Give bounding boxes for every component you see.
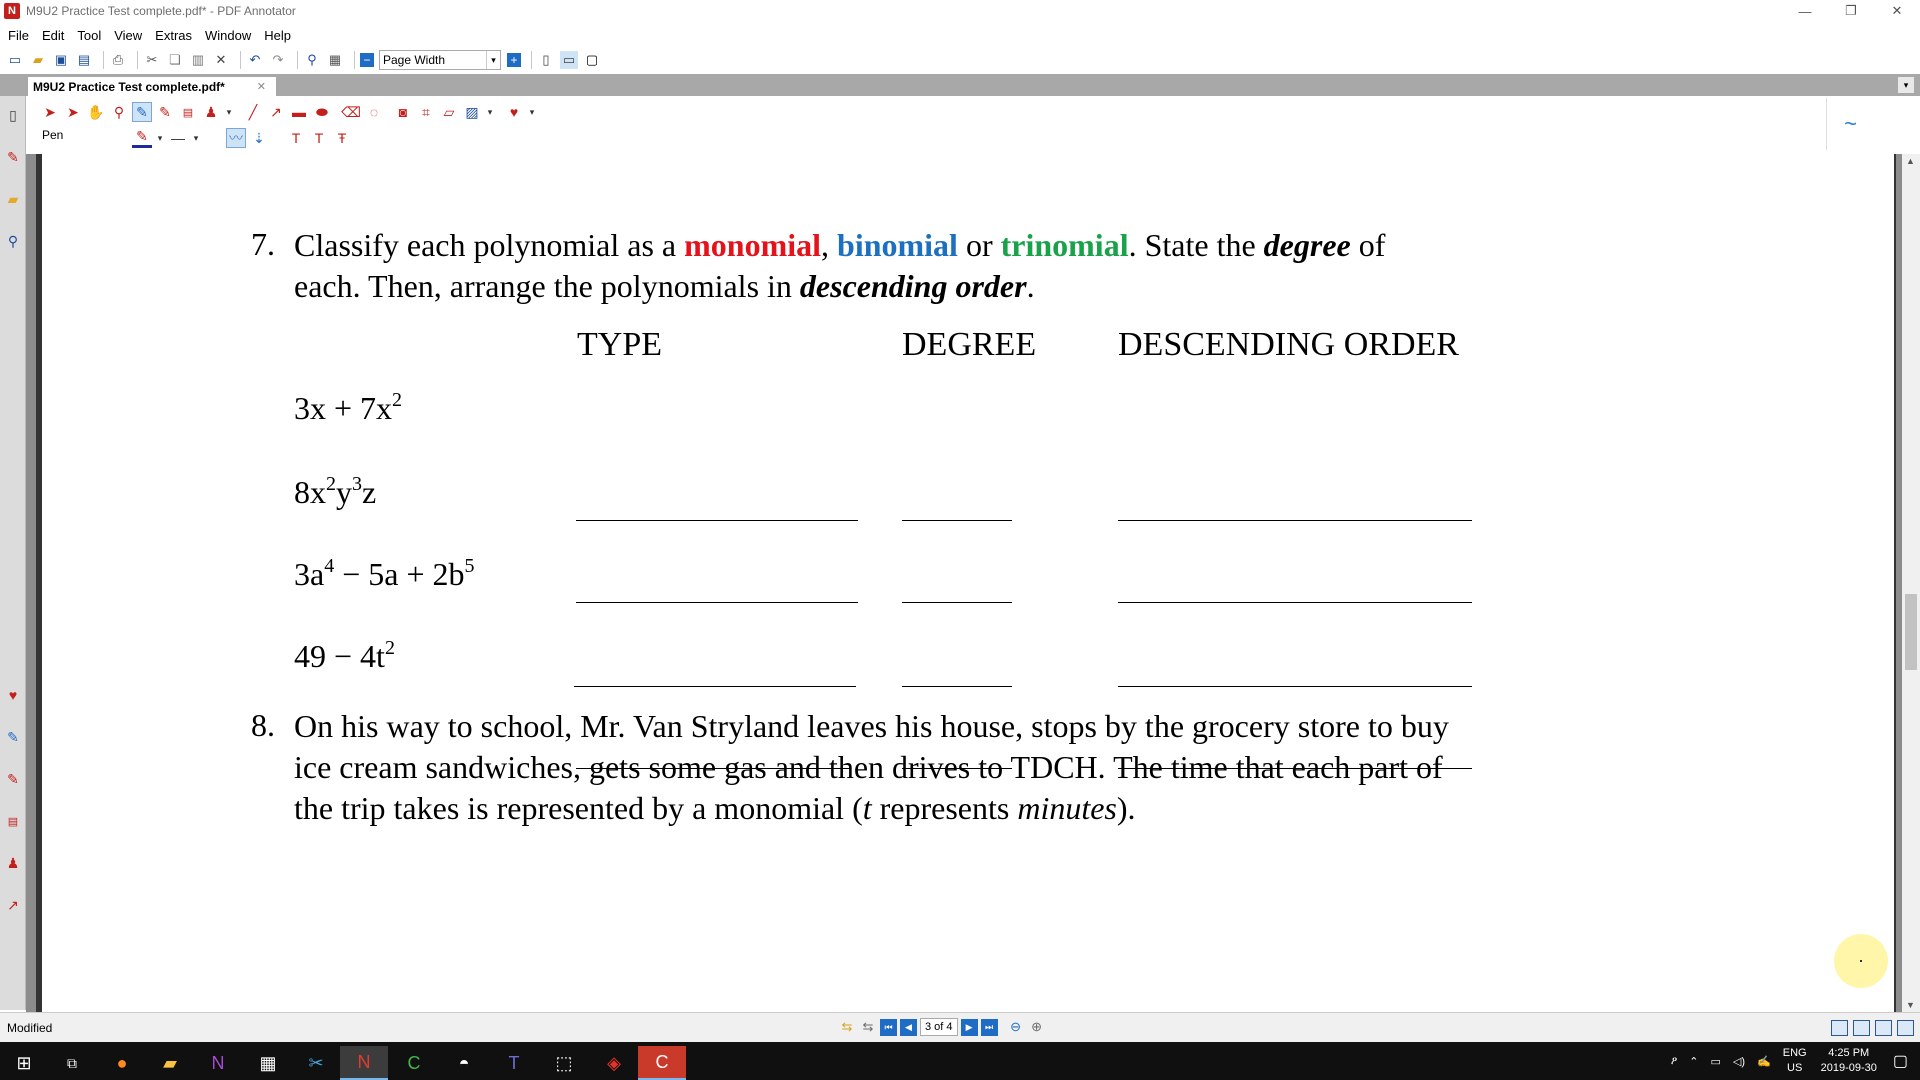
status-bar (0, 1012, 1920, 1042)
poly-exponent: 3 (352, 473, 362, 495)
minutes-term: minutes (1017, 790, 1117, 826)
polynomial-3 (294, 556, 475, 593)
firefox-icon[interactable]: ● (116, 1052, 128, 1073)
zoom-select-value: Page Width (383, 53, 446, 67)
question-8-text (294, 706, 1674, 829)
toolbar-divider (137, 51, 138, 69)
snipping-tool-icon[interactable]: ✂ (308, 1052, 324, 1073)
forward-icon[interactable]: ⊕ (1031, 1019, 1042, 1034)
find-binoculars-icon[interactable]: ⚲ (307, 52, 317, 67)
type-blank-3[interactable] (574, 686, 856, 687)
camtasia-icon[interactable]: C (407, 1052, 421, 1073)
line-width-dropdown-icon[interactable]: ▾ (193, 132, 199, 143)
two-page-view-icon[interactable] (1875, 1020, 1892, 1036)
rectangle-icon[interactable]: ▬ (292, 104, 306, 120)
descending-order-term: descending order (799, 268, 1027, 304)
pdf-annotator-logo-icon: N (4, 3, 20, 19)
poly-term: y (336, 474, 352, 510)
whiteboard-icon[interactable]: ⬚ (555, 1052, 573, 1073)
menu-bar (0, 24, 304, 46)
q8-line-1: On his way to school, Mr. Van Stryland leaves his house, stops by the grocery store to buy (294, 708, 1449, 744)
pen-color-icon[interactable]: ✎ (132, 128, 152, 148)
scrollbar-thumb[interactable] (1905, 594, 1917, 670)
menu-edit[interactable]: Edit (41, 27, 65, 43)
menu-tool[interactable]: Tool (77, 27, 102, 43)
select-arrow-icon[interactable]: ➤ (44, 103, 56, 120)
people-icon[interactable]: ዖ (1670, 1054, 1678, 1067)
text-underline-icon[interactable]: T (291, 130, 301, 146)
page-indicator[interactable]: 3 of 4 (920, 1018, 958, 1036)
new-file-icon[interactable]: ▭ (8, 52, 22, 67)
favorite-line-icon[interactable]: ↗ (7, 896, 19, 913)
line-width-icon[interactable]: — (171, 130, 185, 146)
document-tab-strip (0, 74, 1920, 96)
polynomial-4 (294, 638, 395, 675)
q7-text-part: . (1026, 268, 1035, 304)
two-page-continuous-view-icon[interactable] (1897, 1020, 1914, 1036)
back-icon[interactable]: ⊖ (1010, 1019, 1021, 1034)
adobe-reader-icon[interactable]: ◈ (607, 1052, 621, 1073)
question-7-text (294, 225, 1674, 307)
pen-color-dropdown-icon[interactable]: ▾ (157, 132, 163, 143)
calculator-icon[interactable]: ▦ (259, 1052, 277, 1073)
pen-ink-icon[interactable]: ✍ (1757, 1055, 1771, 1068)
poly-exponent: 2 (392, 389, 403, 411)
menu-extras[interactable]: Extras (155, 27, 193, 43)
bookmarks-icon[interactable]: ▰ (7, 190, 19, 207)
tabs-dropdown-icon[interactable]: ▾ (1898, 77, 1914, 93)
menu-window[interactable]: Window (205, 27, 252, 43)
q7-text-part: Classify each polynomial as a (294, 227, 685, 263)
degree-blank-1[interactable] (902, 520, 1012, 521)
save-icon[interactable]: ▣ (54, 52, 68, 67)
paste-icon[interactable]: ▥ (191, 52, 205, 67)
first-page-icon[interactable]: ⏮ (880, 1019, 897, 1036)
next-page-icon[interactable]: ▶ (961, 1019, 978, 1036)
crop-icon[interactable]: ⌗ (422, 103, 430, 120)
hand-pan-icon[interactable]: ✋ (87, 103, 105, 120)
poly-term: 3x + 7x (294, 390, 393, 426)
q8-text-part: the trip takes is represented by a monomial ( (294, 790, 863, 826)
teams-icon[interactable]: T (508, 1052, 520, 1073)
minimize-button[interactable]: — (1798, 3, 1812, 19)
lasso-icon[interactable]: ◌ (369, 104, 379, 120)
poly-exponent: 2 (326, 473, 336, 495)
redo-icon[interactable]: ↷ (272, 52, 284, 67)
toolbar-divider (297, 51, 298, 69)
poly-exponent: 5 (464, 555, 475, 577)
scroll-up-icon[interactable]: ▲ (1906, 156, 1915, 166)
toolbar-divider (240, 51, 241, 69)
smooth-stroke-icon[interactable]: 〰 (226, 128, 246, 148)
view-mode-group (1826, 1020, 1914, 1036)
pdf-page[interactable] (42, 154, 1894, 1012)
poly-term: 49 − 4t (294, 638, 385, 674)
language-code: ENG (1782, 1047, 1807, 1059)
q7-text-part: , (821, 227, 838, 263)
close-tab-icon[interactable]: ✕ (256, 81, 266, 93)
annotation-toolbar (34, 98, 1874, 156)
q7-text-part: or (957, 227, 1001, 263)
zoom-tool-icon[interactable]: ⚲ (113, 103, 125, 120)
question-8-number: 8. (251, 707, 275, 743)
poly-term: 3a (294, 556, 325, 592)
favorite-stamp-icon[interactable]: ♟ (6, 854, 20, 871)
clock-date: 2019-09-30 (1820, 1062, 1877, 1074)
undo-icon[interactable]: ↶ (249, 52, 261, 67)
q7-text-part: of (1350, 227, 1386, 263)
onenote-icon[interactable]: N (211, 1052, 225, 1073)
save-all-icon[interactable]: ▤ (77, 52, 91, 67)
toolbar-divider (103, 51, 104, 69)
q8-text-part: represents (871, 790, 1018, 826)
ellipse-icon[interactable]: ⬬ (316, 103, 328, 120)
order-column-header: DESCENDING ORDER (1118, 326, 1459, 363)
highlighter-icon[interactable]: ✎ (159, 103, 171, 120)
document-tab[interactable] (28, 77, 276, 96)
delete-icon[interactable]: ✕ (215, 52, 227, 67)
annotations-pen-icon[interactable]: ✎ (7, 148, 19, 165)
keyboard-region: US (1787, 1062, 1803, 1074)
volume-icon[interactable]: ◁) (1732, 1055, 1746, 1068)
pdf-annotator-taskbar-icon[interactable]: N (340, 1046, 388, 1080)
straight-stroke-icon[interactable]: ⇣ (253, 129, 265, 146)
continuous-view-icon[interactable] (1853, 1020, 1870, 1036)
degree-term: degree (1263, 227, 1351, 263)
fit-width-icon[interactable]: ▭ (560, 51, 578, 69)
degree-blank-3[interactable] (902, 686, 1012, 687)
single-page-view-icon[interactable] (1831, 1020, 1848, 1036)
restore-button[interactable]: ❐ (1845, 3, 1857, 18)
document-status: Modified (7, 1021, 53, 1035)
degree-blank-2[interactable] (902, 602, 1012, 603)
insert-image-icon[interactable]: ▨ (465, 103, 479, 120)
poly-exponent: 4 (324, 555, 335, 577)
type-blank-1[interactable] (576, 520, 858, 521)
q8-text-part: ). (1116, 790, 1136, 826)
poly-term: 8x (294, 474, 326, 510)
attachments-clip-icon[interactable]: ⚲ (7, 232, 19, 249)
clock-time: 4:25 PM (1828, 1047, 1870, 1059)
question-7-number: 7. (251, 226, 275, 262)
taskbar (0, 1042, 1920, 1080)
window-title: M9U2 Practice Test complete.pdf* - PDF Annotator (26, 4, 296, 18)
polynomial-1 (294, 390, 402, 427)
image-dropdown-icon[interactable]: ▾ (487, 106, 493, 117)
open-folder-icon[interactable]: ▰ (33, 52, 43, 67)
degree-column-header: DEGREE (902, 326, 1037, 363)
favorite-textbox-icon[interactable]: ▤ (7, 815, 19, 828)
zoom-select[interactable] (379, 50, 501, 70)
select-text-icon[interactable]: ➤ (67, 103, 79, 120)
zoom-in-icon[interactable]: + (507, 53, 521, 67)
variable-t: t (862, 790, 872, 826)
monomial-term: monomial (684, 227, 822, 263)
favorite-highlighter-icon[interactable]: ✎ (7, 770, 19, 787)
zoom-out-icon[interactable]: − (360, 53, 374, 67)
cut-icon[interactable]: ✂ (146, 52, 158, 67)
page-thumbnails-icon[interactable]: ▯ (9, 106, 17, 123)
pen-preview: ~ (1826, 98, 1874, 150)
vertical-scrollbar[interactable] (1902, 154, 1920, 1012)
task-view-icon[interactable]: ⧉ (67, 1054, 77, 1071)
text-strikeout-icon[interactable]: Ŧ (337, 130, 347, 146)
full-screen-icon[interactable]: ▢ (585, 52, 599, 67)
previous-page-icon[interactable]: ◀ (900, 1019, 917, 1036)
favorite-pen-icon[interactable]: ✎ (7, 728, 19, 745)
file-explorer-icon[interactable]: ▰ (163, 1052, 177, 1073)
history-forward-icon[interactable]: ⇆ (862, 1019, 874, 1034)
textbox-icon[interactable]: ▤ (182, 106, 194, 119)
stamp-icon[interactable]: ♟ (204, 103, 218, 120)
network-icon[interactable]: ▭ (1710, 1055, 1721, 1068)
order-blank-2[interactable] (1118, 602, 1472, 603)
pen-tool-icon[interactable]: ✎ (132, 102, 152, 122)
main-toolbar (0, 48, 1920, 72)
q8-line-2: ice cream sandwiches, gets some gas and then drives to TDCH. The time that each part of (294, 749, 1443, 785)
line-icon[interactable]: ╱ (248, 103, 258, 120)
fit-page-icon[interactable]: ▯ (542, 52, 550, 67)
poly-term: z (362, 474, 377, 510)
pen-cursor-indicator (1834, 934, 1888, 988)
menu-file[interactable]: File (8, 27, 29, 43)
close-button[interactable]: ✕ (1891, 3, 1903, 18)
q7-text-part: . State the (1128, 227, 1264, 263)
trinomial-term: trinomial (1000, 227, 1129, 263)
windows-start-icon[interactable]: ⊞ (16, 1052, 32, 1073)
print-icon[interactable]: ⎙ (112, 52, 124, 67)
last-page-icon[interactable]: ⏭ (981, 1019, 998, 1036)
favorites-heart-icon[interactable]: ♥ (509, 104, 519, 120)
arrow-icon[interactable]: ↗ (270, 103, 282, 120)
toolbar-divider (531, 51, 532, 69)
order-blank-1[interactable] (1118, 520, 1472, 521)
current-tool-label: Pen (42, 128, 64, 142)
document-tab-label: M9U2 Practice Test complete.pdf* (33, 79, 225, 94)
q7-text-part: each. Then, arrange the polynomials in (294, 268, 800, 304)
photos-icon[interactable]: ◓ (458, 1052, 470, 1073)
stamp-dropdown-icon[interactable]: ▾ (226, 106, 232, 117)
system-tray (1671, 1042, 1920, 1080)
notifications-icon[interactable]: ▢ (1892, 1053, 1908, 1070)
poly-exponent: 2 (384, 637, 395, 659)
camera-icon[interactable]: ◙ (398, 104, 408, 120)
chevron-up-icon[interactable]: ⌃ (1689, 1055, 1699, 1068)
language-indicator[interactable] (1783, 1046, 1807, 1076)
type-column-header: TYPE (577, 326, 662, 363)
favorites-heart-icon[interactable]: ♥ (8, 687, 18, 703)
favorites-dropdown-icon[interactable]: ▾ (529, 106, 535, 117)
page-navigation (838, 1018, 1049, 1036)
polynomial-2 (294, 474, 376, 511)
clock[interactable] (1821, 1046, 1877, 1076)
menu-view[interactable]: View (114, 27, 143, 43)
text-highlight-icon[interactable]: T (314, 130, 324, 146)
title-bar (0, 0, 1920, 22)
page-edge (1894, 154, 1896, 1012)
type-blank-2[interactable] (576, 602, 858, 603)
history-back-icon[interactable]: ⇆ (841, 1019, 853, 1034)
toolbar-divider (354, 51, 355, 69)
scroll-down-icon[interactable]: ▼ (1906, 1000, 1915, 1010)
order-blank-3[interactable] (1118, 686, 1472, 687)
copy-icon[interactable]: ❏ (169, 52, 181, 67)
poly-term: − 5a + 2b (334, 556, 465, 592)
camtasia-recorder-icon[interactable]: C (638, 1046, 686, 1080)
menu-help[interactable]: Help (264, 27, 292, 43)
eraser-icon[interactable]: ⌫ (341, 103, 361, 120)
binomial-term: binomial (837, 227, 958, 263)
ruler-icon[interactable]: ▱ (443, 103, 455, 120)
page-layout-icon[interactable]: ▦ (328, 52, 342, 67)
chevron-down-icon[interactable]: ▾ (486, 51, 500, 69)
left-side-pane (0, 96, 26, 1010)
